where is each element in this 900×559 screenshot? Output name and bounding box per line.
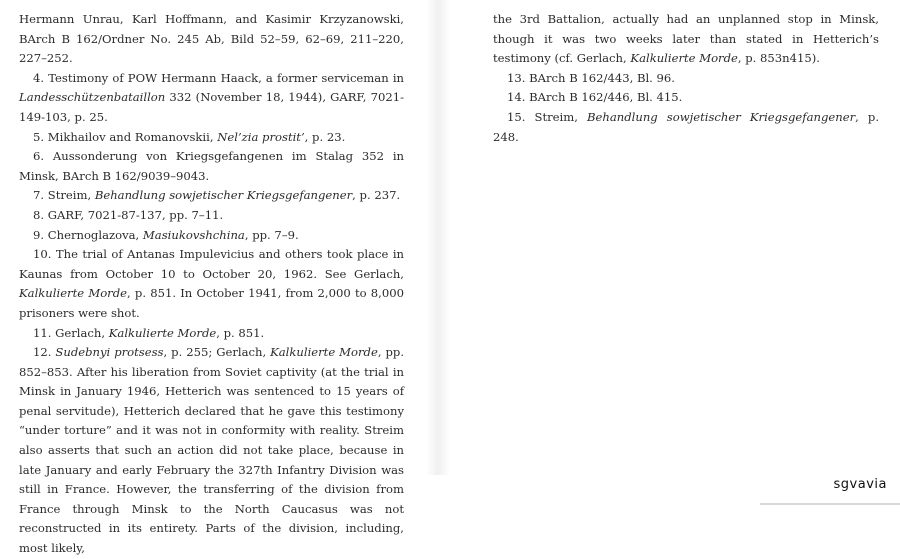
note-12-continuation: the 3rd Battalion, actually had an unplanned stop in Minsk, though it was two weeks later than stated in Hetterich’s testimony (cf. Gerlach, Kalkulierte Morde, p. 853n415). (493, 12, 879, 66)
note-11: 11. Gerlach, Kalkulierte Morde, p. 851. (33, 325, 265, 340)
note-9: 9. Chernoglazova, Masiukovshchina, pp. 7–9. (33, 227, 299, 242)
note-8: 8. GARF, 7021-87-137, pp. 7–11. (33, 207, 224, 222)
page-gutter (426, 0, 450, 475)
note-12: 12. Sudebnyi protsess, p. 255; Gerlach, Kalkulierte Morde, pp. 852–853. After his liberation from Soviet captivity (at the trial in Minsk in January 1946, Hetterich was sentenced to 15 years of penal servitude), Hetterich declared that he gave this testimony “under torture” and it was not in conformity with reality. Streim also asserts that such an action did not take place, because in late January and early February the 327th Infantry Division was still in France. However, the transferring of the division from France through Minsk to the North Caucasus was not reconstructed in its entirety. Parts of the division, including, most likely, (19, 345, 405, 556)
left-column (19, 10, 404, 559)
note-3-continuation: Hermann Unrau, Karl Hoffmann, and Kasimir Krzyzanowski, BArch B 162/Ordner No. 245 Ab, Bild 52–59, 62–69, 211–220, 227–252. (19, 12, 404, 66)
note-7: 7. Streim, Behandlung sowjetischer Kriegsgefangener, p. 237. (33, 188, 401, 203)
note-14: 14. BArch B 162/446, Bl. 415. (507, 90, 683, 105)
note-5: 5. Mikhailov and Romanovskii, Nel’zia prostit’, p. 23. (33, 129, 346, 144)
note-10: 10. The trial of Antanas Impulevicius and others took place in Kaunas from October 10 to October 20, 1962. See Gerlach, Kalkulierte Morde, p. 851. In October 1941, from 2,000 to 8,000 prisoners were shot. (19, 247, 404, 320)
right-column (493, 10, 879, 147)
note-15: 15. Streim, Behandlung sowjetischer Kriegsgefangener, p. 248. (493, 109, 879, 144)
note-6: 6. Aussonderung von Kriegsgefangenen im Stalag 352 in Minsk, BArch B 162/9039–9043. (19, 149, 404, 183)
note-13: 13. BArch B 162/443, Bl. 96. (507, 70, 675, 85)
note-4: 4. Testimony of POW Hermann Haack, a former serviceman in Landesschützenbataillon 332 (November 18, 1944), GARF, 7021-149-103, p. 25. (19, 70, 404, 124)
watermark: sgvavia (833, 477, 887, 492)
